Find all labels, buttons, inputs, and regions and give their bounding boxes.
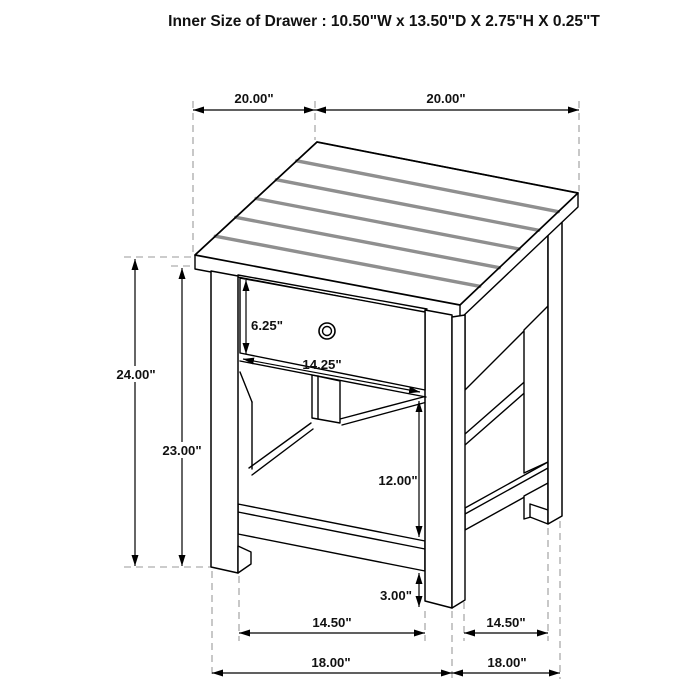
dim-label-height-overall: 24.00" <box>116 367 156 382</box>
dim-label-inner-side: 14.50" <box>486 615 526 630</box>
dim-label-top-right: 20.00" <box>426 91 466 106</box>
dim-label-outer-front: 18.00" <box>311 655 351 670</box>
dim-label-inner-front: 14.50" <box>312 615 352 630</box>
end-table-drawing <box>195 142 578 608</box>
front-right-leg-side <box>452 315 465 608</box>
page-title: Inner Size of Drawer : 10.50"W x 13.50"D X 2.75"H X 0.25"T <box>168 13 600 30</box>
front-right-leg <box>425 310 452 608</box>
shelf-front-band <box>238 504 425 571</box>
front-left-leg <box>211 271 238 573</box>
left-leg-foot-wedge <box>238 546 251 573</box>
back-left-leg <box>524 306 548 473</box>
drawer-knob-inner <box>323 327 332 336</box>
drawer-runner-edge2 <box>342 402 427 425</box>
shelf-back-edge <box>249 423 311 468</box>
dim-label-drawer-height: 6.25" <box>251 318 283 333</box>
cabinet-interior <box>240 372 427 475</box>
back-stretcher-edge <box>465 377 530 434</box>
inner-side-edge <box>240 372 252 402</box>
dim-label-height-leg: 23.00" <box>162 443 202 458</box>
back-stretcher-edge2 <box>465 388 530 445</box>
dim-label-top-left: 20.00" <box>234 91 274 106</box>
dim-label-shelf-height: 3.00" <box>380 588 412 603</box>
lower-shelf <box>238 504 425 571</box>
shelf-back-edge2 <box>252 429 313 475</box>
dim-label-shelf-clearance: 12.00" <box>378 473 418 488</box>
drawer-runner-edge <box>340 396 427 419</box>
dim-label-drawer-width: 14.25" <box>302 357 342 372</box>
back-right-leg <box>548 222 562 524</box>
center-support-block <box>312 375 340 423</box>
dim-label-backgrounds <box>110 366 418 488</box>
dim-label-outer-side: 18.00" <box>487 655 527 670</box>
